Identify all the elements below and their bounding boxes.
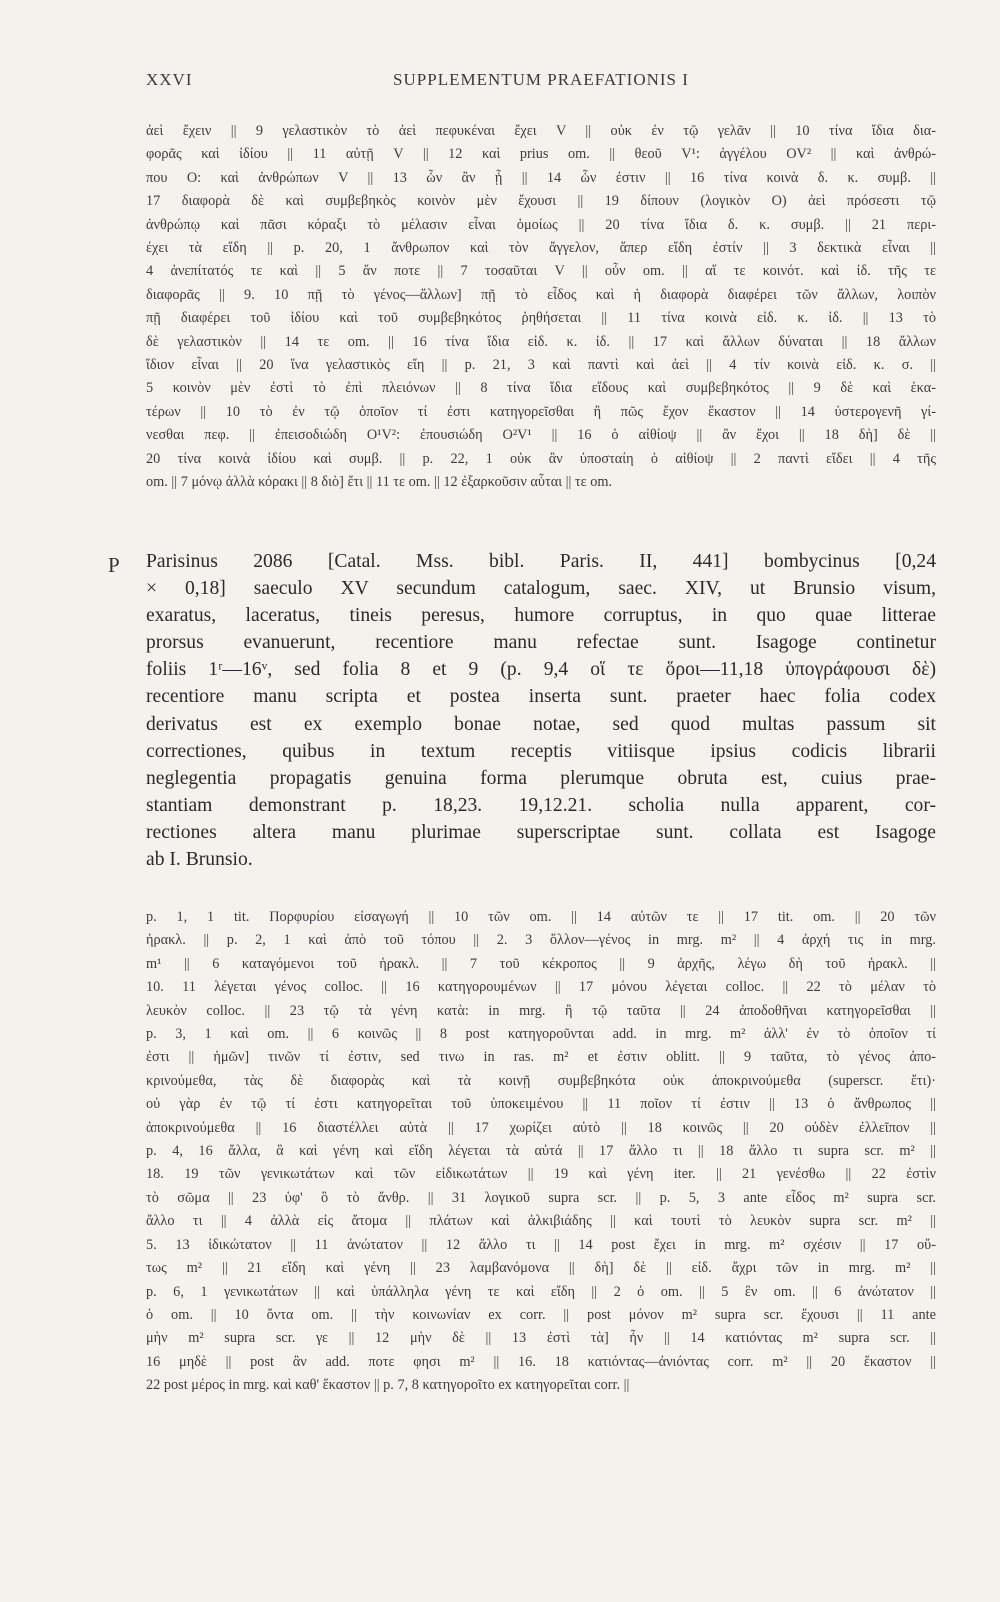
apparatus-line: 10. 11 λέγεται γένος colloc. || 16 κατηγορουμένων || 17 μόνου λέγεται colloc. || 22 τὸ μέλαν τὸ (146, 979, 936, 996)
apparatus-line: 22 post μέρος in mrg. καὶ καθ' ἕκαστον || p. 7, 8 κατηγοροῖτο ex κατηγορεῖται corr. || (146, 1377, 630, 1394)
apparatus-line: που O: καὶ ἀνθρώπων V || 13 ὧν ἂν ᾖ || 14 ὧν ἐστιν || 16 τίνα κοινὰ δ. κ. συμβ. || (146, 169, 936, 186)
body-line: Parisinus 2086 [Catal. Mss. bibl. Paris. II, 441] bombycinus [0,24 (146, 551, 936, 572)
apparatus-line: φορᾶς καὶ ἰδίου || 11 αὐτῇ V || 12 καὶ prius om. || θεοῦ V¹: ἀγγέλου OV² || καὶ ἀνθρώ- (146, 146, 936, 163)
manuscript-siglum: P (108, 553, 120, 577)
apparatus-line: p. 4, 16 ἄλλα, ἃ καὶ γένη καὶ εἴδη λέγεται τὰ αὐτά || 17 ἄλλο τι || 18 ἄλλο τι supra scr. m² || (146, 1143, 936, 1160)
page-number: XXVI (146, 70, 193, 89)
apparatus-line: 16 μηδὲ || post ἂν add. ποτε φησι m² || 16. 18 κατιόντας—ἀνιόντας corr. m² || 20 ἕκαστον || (146, 1353, 936, 1370)
body-line: recentiore manu scripta et postea inserta sunt. praeter haec folia codex (146, 686, 936, 708)
apparatus-line: 5 κοινὸν μὲν ἐστὶ τὸ ἐπὶ πλειόνων || 8 τίνα ἴδια εἴδους καὶ συμβεβηκότος || 9 δὲ καὶ ἑκα- (146, 380, 936, 397)
apparatus-line: τέρων || 10 τὸ ἐν τῷ ὁποῖον τί ἐστι κατηγορεῖσθαι ἢ πῶς ἔχον ἕκαστον || 14 ὑστερογενῆ γί- (146, 403, 936, 420)
apparatus-line: πῇ διαφέρει τοῦ ἰδίου καὶ τοῦ συμβεβηκότος ῥηθήσεται || 11 τίνα κοινὰ εἰδ. κ. ἰδ. || 13 τὸ (146, 310, 936, 327)
apparatus-line: 5. 13 ἰδικώτατον || 11 ἀνώτατον || 12 ἄλλο τι || 14 post ἔχει in mrg. m² σχέσιν || 17 οὕ- (146, 1236, 936, 1253)
page-header (146, 70, 936, 90)
apparatus-line: 17 διαφορὰ δὲ καὶ συμβεβηκὸς κοινὸν μὲν ἔχουσι || 19 δίπουν (λογικὸν O) ἀεὶ πρόσεστι τῷ (146, 193, 936, 210)
critical-apparatus-bottom (146, 906, 936, 1398)
apparatus-line: ἄλλο τι || 4 ἀλλὰ εἰς ἄτομα || πλάτων καὶ ἀλκιβιάδης || καὶ τουτὶ τὸ λευκὸν supra scr. m² || (146, 1213, 936, 1230)
manuscript-description (146, 548, 936, 873)
body-line: derivatus est ex exemplo bonae notae, sed quod multas passum sit (146, 713, 936, 735)
apparatus-line: 4 ἀνεπίτατός τε καὶ || 5 ἄν ποτε || 7 τοσαῦται V || οὖν om. || αἵ τε κοινότ. καὶ ἰδ. τῆς τε (146, 263, 936, 280)
apparatus-line: p. 6, 1 γενικωτάτων || καὶ ὑπάλληλα γένη τε καὶ εἴδη || 2 ὁ om. || 5 ἓν om. || 6 ἀνώτατον || (146, 1283, 936, 1300)
body-line: ab I. Brunsio. (146, 849, 253, 871)
apparatus-line: μὴν m² supra scr. γε || 12 μὴν δὲ || 13 ἐστὶ τὰ] ἦν || 14 κατιόντας m² supra scr. || (146, 1330, 936, 1347)
apparatus-line: ἀεὶ ἔχειν || 9 γελαστικὸν τὸ ἀεὶ πεφυκέναι ἔχει V || οὐκ ἐν τῷ γελᾶν || 10 τίνα ἴδια δια- (146, 123, 936, 139)
apparatus-line: 18. 19 τῶν γενικωτάτων καὶ τῶν εἰδικωτάτων || 19 καὶ γένη iter. || 21 γενέσθω || 22 ἐστὶν (146, 1166, 936, 1183)
apparatus-line: τὸ σῶμα || 23 ὑφ' ὃ τὸ ἄνθρ. || 31 λογικοῦ supra scr. || p. 5, 3 ante εἶδος m² supra scr. (146, 1189, 936, 1206)
apparatus-line: οὐ γὰρ ἐν τῷ τί ἐστι κατηγορεῖται τοῦ ὑποκειμένου || 11 ποῖον τί ἐστιν || 13 ὁ ἄνθρωπος || (146, 1096, 936, 1113)
apparatus-line: κρινούμεθα, τὰς δὲ διαφορὰς καὶ τὰ κοινῇ συμβεβηκότα οὐκ ἀποκρινούμεθα (superscr. ἔτι)· (146, 1072, 936, 1089)
apparatus-line: δὲ γελαστικὸν || 14 τε om. || 16 τίνα ἴδια εἰδ. κ. ἰδ. || 17 καὶ ἄλλων δύναται || 18 ἄλλων (146, 333, 936, 350)
apparatus-line: λευκὸν colloc. || 23 τῷ τὰ γένη κατὰ: in mrg. ἢ τῷ ταῦτα || 24 ἀποδοθῆναι κατηγορεῖσθαι || (146, 1002, 936, 1019)
apparatus-line: p. 1, 1 tit. Πορφυρίου εἰσαγωγή || 10 τῶν om. || 14 αὐτῶν τε || 17 tit. om. || 20 τῶν (146, 909, 936, 925)
apparatus-line: τως m² || 21 εἴδη καὶ γένη || 23 λαμβανόμονα || δὴ] δὲ || εἰδ. ἄχρι τῶν in mrg. m² || (146, 1260, 936, 1277)
body-line: prorsus evanuerunt, recentiore manu refectae sunt. Isagoge continetur (146, 632, 936, 654)
apparatus-line: m¹ || 6 καταγόμενοι τοῦ ἡρακλ. || 7 τοῦ κέκροπος || 9 ἀρχῆς, λέγω δὴ τοῦ ἡρακλ. || (146, 955, 936, 972)
body-line: foliis 1ʳ—16ᵛ, sed folia 8 et 9 (p. 9,4 οἵ τε ὅροι—11,18 ὑπογράφουσι δὲ) (146, 659, 936, 681)
body-line: rectiones altera manu plurimae superscriptae sunt. collata est Isagoge (146, 821, 936, 843)
body-line: correctiones, quibus in textum receptis vitiisque ipsius codicis librarii (146, 740, 936, 762)
apparatus-line: ἴδιον εἶναι || 20 ἵνα γελαστικὸς εἴη || p. 21, 3 καὶ παντὶ καὶ ἀεὶ || 4 τίν κοινὰ εἰδ. κ. σ. || (146, 357, 936, 374)
apparatus-line: om. || 7 μόνῳ ἀλλὰ κόρακι || 8 διὸ] ἔτι || 11 τε om. || 12 ἐξαρκοῦσιν αὗται || τε om. (146, 474, 613, 491)
critical-apparatus-top (146, 120, 936, 495)
apparatus-line: p. 3, 1 καὶ om. || 6 κοινῶς || 8 post κατηγοροῦνται add. in mrg. m² ἀλλ' ἐν τὸ ὁποῖον τί (146, 1026, 936, 1043)
apparatus-line: ἀποκρινούμεθα || 16 διαστέλλει αὐτὰ || 17 χωρίζει αὐτὸ || 18 κοινῶς || 20 οὐδὲν ἐλλεῖπον || (146, 1119, 936, 1136)
running-title: SUPPLEMENTUM PRAEFATIONIS I (393, 70, 689, 89)
apparatus-line: ὁ om. || 10 ὄντα om. || τὴν κοινωνίαν ex corr. || post μόνον m² supra scr. ἔχουσι || 11 ante (146, 1306, 936, 1323)
apparatus-line: νεσθαι πεφ. || ἐπεισοδιώδη O¹V²: ἐπουσιώδη O²V¹ || 16 ὁ αἰθίοψ || ἂν ἔχοι || 18 δὴ] δὲ || (146, 427, 936, 444)
apparatus-line: έχει τὰ εἴδη || p. 20, 1 ἄνθρωπον καὶ τὸν ἄγγελον, ἅπερ εἴδη ἐστίν || 3 δεκτικὰ εἶναι || (146, 240, 936, 257)
apparatus-line: ἀνθρώπῳ καὶ πᾶσι κόραξι τὸ μέλασιν εἶναι ὁμοίως || 20 τίνα ἴδια δ. κ. συμβ. || 21 περι- (146, 216, 936, 233)
body-line: stantiam demonstrant p. 18,23. 19,12.21. scholia nulla apparent, cor- (146, 794, 936, 816)
body-line: exaratus, laceratus, tineis peresus, humore corruptus, in quo quae litterae (146, 605, 936, 627)
apparatus-line: 20 τίνα κοινὰ ἰδίου καὶ συμβ. || p. 22, 1 οὐκ ἂν ὑποσταίη ὁ αἰθίοψ || 2 παντὶ εἴδει || 4 τῆς (146, 450, 936, 467)
apparatus-line: ἐστι || ἡμῶν] τινῶν τί ἐστιν, sed τινω in ras. m² et ἐστιν oblitt. || 9 ταῦτα, τὸ γένος ἀπο- (146, 1049, 936, 1066)
body-line: × 0,18] saeculo XV secundum catalogum, saec. XIV, ut Brunsio visum, (146, 578, 936, 600)
apparatus-line: διαφορᾶς || 9. 10 πῇ τὸ γένος—ἄλλων] πῇ τὸ εἶδος καὶ ἡ διαφορὰ διαφέρει τῶν ἄλλων, λοιπὸν (146, 286, 936, 303)
apparatus-line: ἡρακλ. || p. 2, 1 καὶ ἀπὸ τοῦ τόπου || 2. 3 ὅλλον—γένος in mrg. m² || 4 ἀρχή τις in mrg. (146, 932, 936, 949)
body-line: neglegentia propagatis genuina forma plerumque obruta est, cuius prae- (146, 767, 936, 789)
